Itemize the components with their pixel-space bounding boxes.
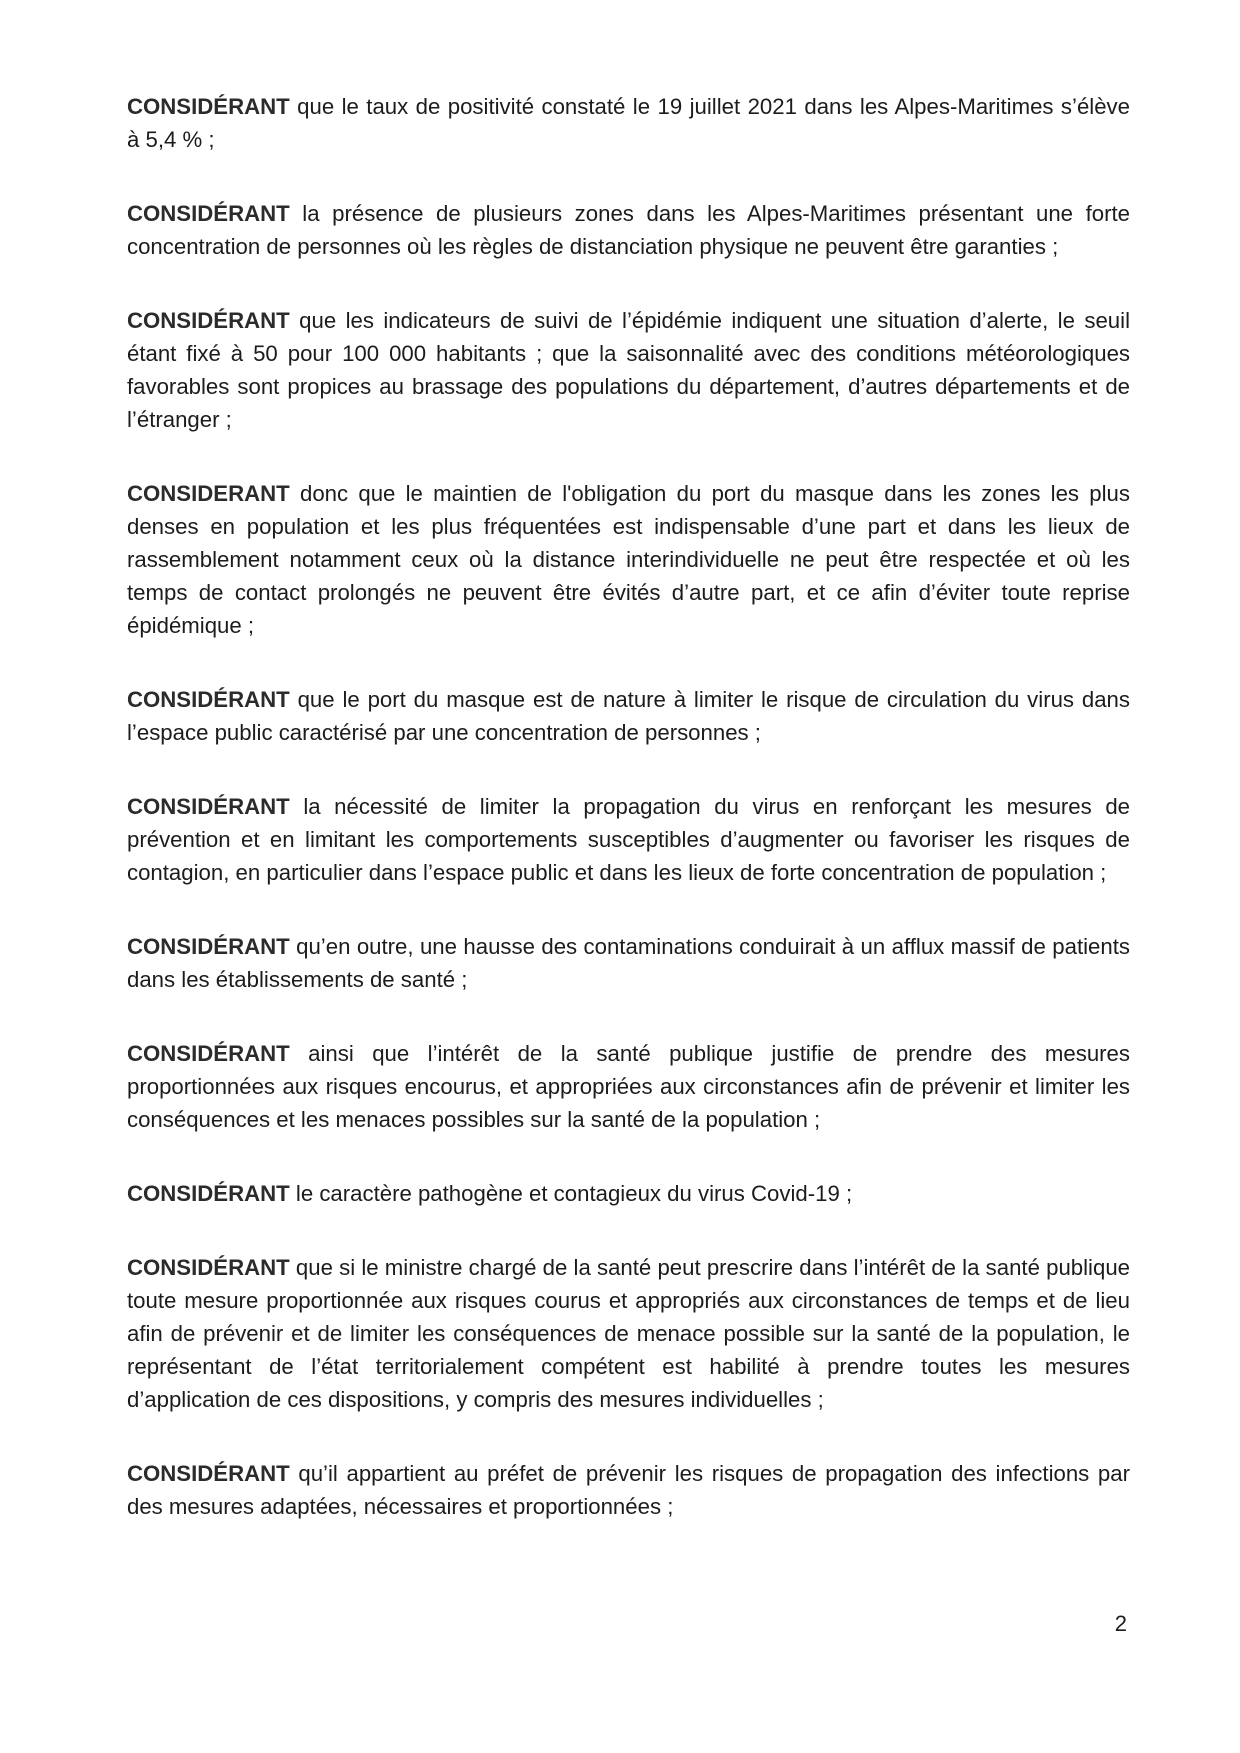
considerant-keyword: CONSIDÉRANT: [127, 687, 290, 712]
paragraph-text: ainsi que l’intérêt de la santé publique justifie de prendre des mesures proportionnées aux risques encourus, et appropriées aux circonstances afin de prévenir et limiter les conséquences et les menaces possibles sur la santé de la population ;: [127, 1041, 1130, 1132]
paragraph-text: le caractère pathogène et contagieux du virus Covid-19 ;: [289, 1181, 853, 1206]
considerant-keyword: CONSIDÉRANT: [127, 1181, 290, 1206]
considerant-keyword: CONSIDÉRANT: [127, 94, 290, 119]
considerant-keyword: CONSIDÉRANT: [127, 1461, 290, 1486]
considerant-paragraph-11: [127, 1457, 1130, 1523]
considerant-keyword: CONSIDÉRANT: [127, 308, 290, 333]
considerant-paragraph-4: [127, 477, 1130, 642]
paragraph-text: que le taux de positivité constaté le 19 juillet 2021 dans les Alpes-Maritimes s’élève à 5,4 % ;: [127, 94, 1130, 152]
considerant-paragraph-6: [127, 790, 1130, 889]
paragraph-text: que si le ministre chargé de la santé peut prescrire dans l’intérêt de la santé publique toute mesure proportionnée aux risques courus et appropriés aux circonstances de temps et de lieu afin de prévenir et de limiter les conséquences de menace possible sur la santé de la population, le représentant de l’état territorialement compétent est habilité à prendre toutes les mesures d’application de ces dispositions, y compris des mesures individuelles ;: [127, 1255, 1130, 1412]
considerant-keyword: CONSIDÉRANT: [127, 1041, 290, 1066]
page-number: 2: [1114, 1611, 1127, 1636]
paragraph-text: la nécessité de limiter la propagation du virus en renforçant les mesures de prévention et en limitant les comportements susceptibles d’augmenter ou favoriser les risques de contagion, en particulier dans l’espace public et dans les lieux de forte concentration de population ;: [127, 794, 1130, 885]
considerant-paragraph-2: [127, 197, 1130, 263]
document-body: [127, 90, 1130, 1564]
considerant-paragraph-3: [127, 304, 1130, 436]
paragraph-text: donc que le maintien de l'obligation du port du masque dans les zones les plus denses en population et les plus fréquentées est indispensable d’une part et dans les lieux de rassemblement notamment ceux où la distance interindividuelle ne peut être respectée et où les temps de contact prolongés ne peuvent être évités d’autre part, et ce afin d’éviter toute reprise épidémique ;: [127, 481, 1130, 638]
considerant-paragraph-1: [127, 90, 1130, 156]
considerant-paragraph-5: [127, 683, 1130, 749]
considerant-keyword: CONSIDÉRANT: [127, 1255, 290, 1280]
paragraph-text: qu’il appartient au préfet de prévenir les risques de propagation des infections par des mesures adaptées, nécessaires et proportionnées ;: [127, 1461, 1130, 1519]
considerant-keyword: CONSIDÉRANT: [127, 934, 290, 959]
paragraph-text: que le port du masque est de nature à limiter le risque de circulation du virus dans l’espace public caractérisé par une concentration de personnes ;: [127, 687, 1130, 745]
paragraph-text: qu’en outre, une hausse des contaminations conduirait à un afflux massif de patients dans les établissements de santé ;: [127, 934, 1130, 992]
paragraph-text: la présence de plusieurs zones dans les Alpes-Maritimes présentant une forte concentration de personnes où les règles de distanciation physique ne peuvent être garanties ;: [127, 201, 1130, 259]
considerant-paragraph-9: [127, 1177, 1130, 1210]
paragraph-text: que les indicateurs de suivi de l’épidémie indiquent une situation d’alerte, le seuil étant fixé à 50 pour 100 000 habitants ; que la saisonnalité avec des conditions météorologiques favorables sont propices au brassage des populations du département, d’autres départements et de l’étranger ;: [127, 308, 1130, 432]
considerant-keyword: CONSIDÉRANT: [127, 794, 290, 819]
considerant-paragraph-10: [127, 1251, 1130, 1416]
considerant-keyword: CONSIDERANT: [127, 481, 290, 506]
considerant-keyword: CONSIDÉRANT: [127, 201, 290, 226]
considerant-paragraph-7: [127, 930, 1130, 996]
considerant-paragraph-8: [127, 1037, 1130, 1136]
